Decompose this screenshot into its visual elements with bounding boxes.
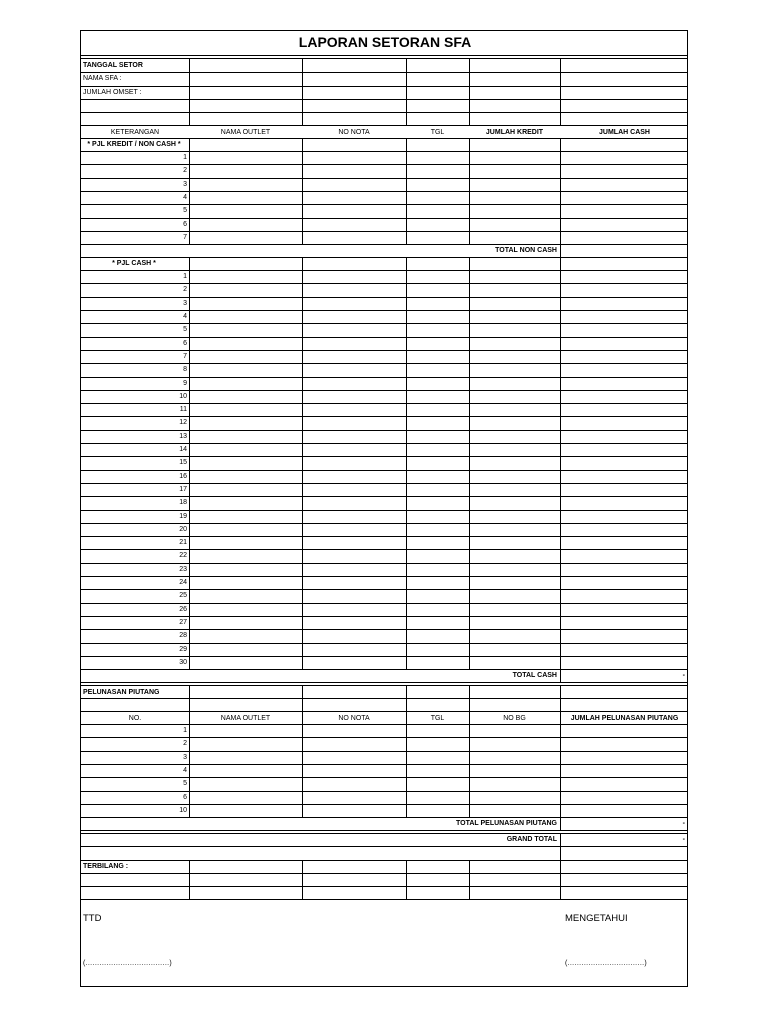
grid-column-line: [469, 685, 470, 817]
row-line: [81, 777, 687, 778]
cash-row-number: 19: [179, 512, 187, 520]
header-row-line: [81, 99, 687, 100]
column-header-keterangan: KETERANGAN: [110, 128, 160, 136]
row-line: [81, 443, 687, 444]
section-double-line: [81, 685, 687, 686]
cash-row-number: 10: [179, 392, 187, 400]
cash-row-number: 7: [183, 352, 187, 360]
pelunasan-row-number: 5: [183, 780, 187, 788]
row-line: [81, 244, 687, 245]
cash-row-number: 25: [179, 592, 187, 600]
grid-column-line: [406, 685, 407, 817]
row-line: [81, 270, 687, 271]
column-header-nama-outlet: NAMA OUTLET: [220, 128, 271, 136]
kredit-section-label: * PJL KREDIT / NON CASH *: [87, 141, 181, 148]
row-line: [81, 218, 687, 219]
pelunasan-column-header: NO NOTA: [338, 715, 370, 723]
cash-row-number: 23: [179, 565, 187, 573]
report-sheet: [80, 30, 688, 987]
title-divider: [81, 55, 687, 56]
row-line: [81, 589, 687, 590]
column-header-jumlah-cash: JUMLAH CASH: [599, 128, 650, 136]
cash-row-number: 29: [179, 645, 187, 653]
jumlah-omset-label: JUMLAH OMSET :: [83, 89, 142, 96]
row-line: [81, 616, 687, 617]
cash-row-number: 20: [179, 525, 187, 533]
row-line: [81, 711, 687, 712]
row-line: [81, 510, 687, 511]
grid-column-line: [560, 257, 561, 682]
kredit-row-number: 4: [183, 193, 187, 201]
row-line: [81, 536, 687, 537]
row-line: [81, 804, 687, 805]
grid-column-line: [406, 257, 407, 669]
grid-column-line: [560, 685, 561, 830]
grid-column-line: [302, 138, 303, 244]
row-line: [81, 751, 687, 752]
row-line: [81, 416, 687, 417]
header-col-line: [189, 58, 190, 125]
row-line: [81, 764, 687, 765]
row-line: [81, 817, 687, 818]
grid-column-line: [469, 257, 470, 669]
row-line: [81, 164, 687, 165]
pelunasan-column-header: NO BG: [503, 715, 526, 723]
row-line: [81, 791, 687, 792]
grid-column-line: [469, 138, 470, 244]
total-cash-label: TOTAL CASH: [512, 672, 557, 680]
header-row-line: [81, 112, 687, 113]
row-line: [81, 430, 687, 431]
row-line: [81, 682, 687, 683]
ttd-signature-line: (………………………………): [83, 960, 172, 967]
row-line: [81, 669, 687, 670]
header-row-line: [81, 58, 687, 59]
cash-row-number: 22: [179, 552, 187, 560]
row-line: [81, 549, 687, 550]
kredit-row-number: 2: [183, 167, 187, 175]
pelunasan-row-number: 10: [179, 806, 187, 814]
total-pelunasan-label: TOTAL PELUNASAN PIUTANG: [456, 820, 557, 828]
row-line: [81, 204, 687, 205]
grid-column-line: [189, 138, 190, 244]
grid-column-line: [302, 257, 303, 669]
row-line: [81, 873, 687, 874]
row-line: [81, 886, 687, 887]
grand-total-value: -: [682, 836, 685, 844]
cash-row-number: 18: [179, 499, 187, 507]
grid-column-line: [560, 138, 561, 257]
mengetahui-signature-line: (……………………………): [565, 960, 647, 967]
grid-column-line: [189, 257, 190, 669]
section-double-line: [81, 833, 687, 834]
row-line: [81, 563, 687, 564]
row-line: [81, 698, 687, 699]
row-line: [81, 830, 687, 831]
cash-row-number: 2: [183, 286, 187, 294]
grand-total-label: GRAND TOTAL: [506, 836, 557, 844]
kredit-row-number: 1: [183, 154, 187, 161]
cash-row-number: 11: [179, 406, 187, 414]
cash-row-number: 12: [179, 419, 187, 427]
terbilang-label: TERBILANG :: [83, 863, 129, 871]
grid-column-line: [189, 860, 190, 899]
column-header-jumlah-kredit: JUMLAH KREDIT: [485, 128, 544, 136]
grid-column-line: [406, 138, 407, 244]
row-line: [81, 737, 687, 738]
cash-row-number: 1: [183, 273, 187, 281]
cash-row-number: 26: [179, 605, 187, 613]
column-header-tgl: TGL: [430, 128, 445, 136]
cash-row-number: 6: [183, 339, 187, 347]
column-header-no-nota: NO NOTA: [338, 128, 370, 136]
page-title: LAPORAN SETORAN SFA: [298, 34, 472, 50]
header-col-line: [469, 58, 470, 125]
row-line: [81, 899, 687, 900]
row-line: [81, 337, 687, 338]
row-line: [81, 363, 687, 364]
mengetahui-label: MENGETAHUI: [565, 913, 628, 925]
kredit-row-number: 3: [183, 180, 187, 188]
row-line: [81, 456, 687, 457]
grid-column-line: [560, 860, 561, 899]
row-line: [81, 297, 687, 298]
cash-row-number: 24: [179, 579, 187, 586]
row-line: [81, 350, 687, 351]
pelunasan-row-number: 1: [183, 727, 187, 735]
pelunasan-row-number: 6: [183, 793, 187, 801]
pelunasan-row-number: 4: [183, 767, 187, 774]
row-line: [81, 629, 687, 630]
row-line: [81, 846, 687, 847]
header-col-line: [406, 58, 407, 125]
total-non-cash-label: TOTAL NON CASH: [495, 247, 557, 255]
pelunasan-column-header: JUMLAH PELUNASAN PIUTANG: [570, 715, 679, 723]
cash-row-number: 15: [179, 459, 187, 467]
pelunasan-section-label: PELUNASAN PIUTANG: [83, 689, 160, 697]
cash-row-number: 3: [183, 299, 187, 307]
total-cash-value: -: [682, 672, 685, 680]
grid-column-line: [469, 860, 470, 899]
kredit-row-number: 7: [183, 233, 187, 241]
pelunasan-row-number: 3: [183, 753, 187, 761]
cash-row-number: 27: [179, 618, 187, 626]
cash-row-number: 17: [179, 485, 187, 493]
grid-column-line: [560, 846, 561, 860]
row-line: [81, 323, 687, 324]
cash-section-label: * PJL CASH *: [112, 260, 156, 268]
row-line: [81, 178, 687, 179]
cash-row-number: 4: [183, 313, 187, 320]
header-col-line: [302, 58, 303, 125]
grid-column-line: [302, 860, 303, 899]
row-line: [81, 496, 687, 497]
pelunasan-column-header: TGL: [430, 715, 445, 723]
cash-row-number: 5: [183, 326, 187, 334]
row-line: [81, 390, 687, 391]
cash-row-number: 16: [179, 472, 187, 480]
row-line: [81, 283, 687, 284]
row-line: [81, 483, 687, 484]
cash-row-number: 14: [179, 446, 187, 453]
row-line: [81, 643, 687, 644]
row-line: [81, 257, 687, 258]
header-col-line: [560, 58, 561, 125]
pelunasan-column-header: NO.: [128, 715, 142, 723]
header-row-line: [81, 125, 687, 126]
tanggal-setor-label: TANGGAL SETOR: [83, 62, 143, 69]
row-line: [81, 523, 687, 524]
row-line: [81, 151, 687, 152]
row-line: [81, 724, 687, 725]
kredit-row-number: 5: [183, 207, 187, 215]
row-line: [81, 656, 687, 657]
nama-sfa-label: NAMA SFA :: [83, 75, 122, 82]
ttd-label: TTD: [83, 913, 102, 925]
cash-row-number: 9: [183, 379, 187, 387]
row-line: [81, 860, 687, 861]
cash-row-number: 8: [183, 366, 187, 374]
pelunasan-row-number: 2: [183, 740, 187, 748]
total-pelunasan-value: -: [682, 820, 685, 828]
row-line: [81, 231, 687, 232]
grid-column-line: [560, 833, 561, 846]
cash-row-number: 28: [179, 632, 187, 640]
row-line: [81, 603, 687, 604]
column-header-bottom: [81, 138, 687, 139]
cash-row-number: 30: [179, 658, 187, 666]
row-line: [81, 191, 687, 192]
cash-row-number: 21: [179, 539, 187, 547]
row-line: [81, 377, 687, 378]
pelunasan-column-header: NAMA OUTLET: [220, 715, 271, 723]
row-line: [81, 310, 687, 311]
row-line: [81, 470, 687, 471]
row-line: [81, 576, 687, 577]
cash-row-number: 13: [179, 432, 187, 440]
grid-column-line: [189, 685, 190, 817]
grid-column-line: [406, 860, 407, 899]
grid-column-line: [302, 685, 303, 817]
row-line: [81, 403, 687, 404]
header-row-line: [81, 86, 687, 87]
header-row-line: [81, 72, 687, 73]
kredit-row-number: 6: [183, 220, 187, 228]
